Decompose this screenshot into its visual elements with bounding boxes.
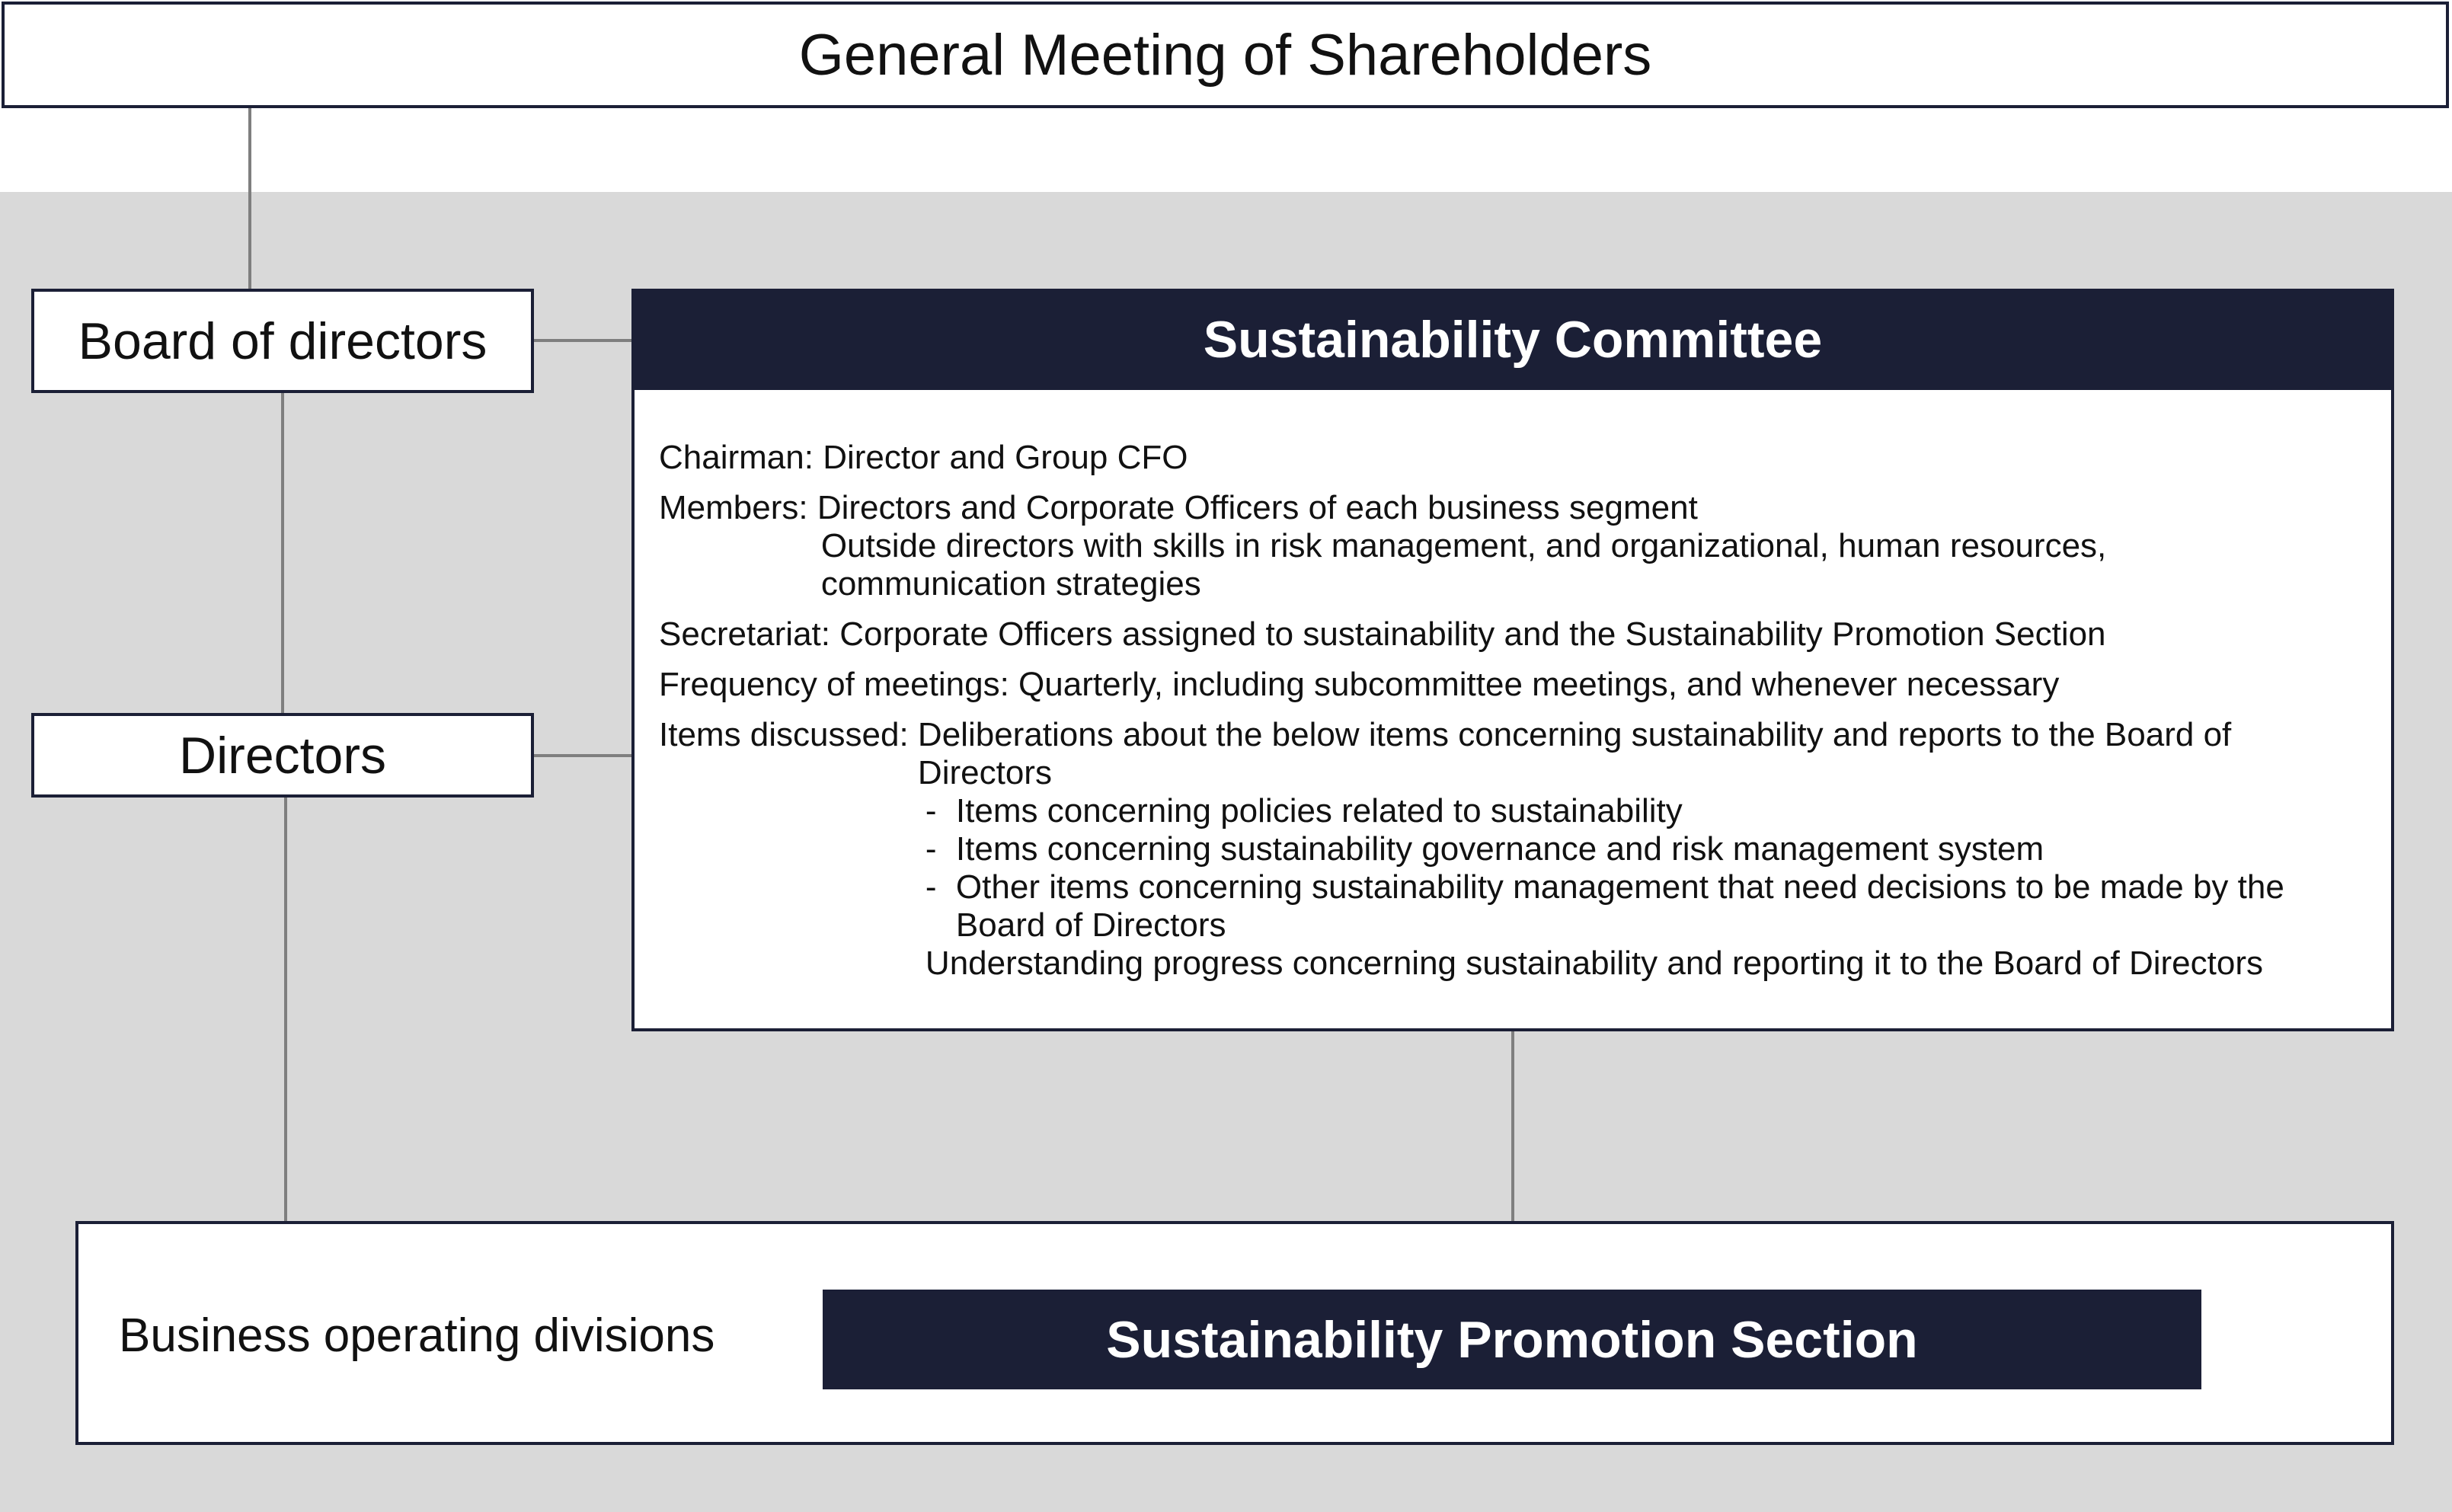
list-item: - Items concerning sustainability governance and risk management system	[925, 830, 2044, 868]
chairman-value: Director and Group CFO	[823, 439, 1188, 476]
items-row	[659, 716, 2368, 983]
items-label: Items discussed:	[659, 716, 909, 753]
connector-board-committee	[534, 339, 631, 342]
understanding-text: Understanding progress concerning sustainability and reporting it to the Board of Directors	[925, 945, 2263, 982]
chairman-label: Chairman:	[659, 439, 814, 476]
members-line: Outside directors with skills in risk management, and organizational, human resources,	[820, 527, 2107, 564]
frequency-row	[659, 666, 2368, 704]
board-of-directors-box	[31, 289, 534, 393]
secretariat-value: Corporate Officers assigned to sustainability and the Sustainability Promotion Section	[839, 615, 2106, 653]
committee-details-box	[631, 390, 2394, 1031]
chairman-row	[659, 439, 2368, 477]
bullet-text-continuation: Board of Directors	[955, 906, 1226, 944]
shareholders-meeting-label: General Meeting of Shareholders	[798, 22, 1652, 88]
connector-directors-business	[284, 798, 287, 1221]
frequency-value: Quarterly, including subcommittee meetings, and whenever necessary	[1018, 666, 2060, 703]
committee-header	[631, 289, 2394, 390]
promotion-section-box	[823, 1290, 2201, 1389]
connector-shareholders-board	[248, 108, 251, 289]
connector-directors-committee	[534, 754, 631, 757]
promotion-section-label: Sustainability Promotion Section	[1106, 1310, 1918, 1369]
directors-label: Directors	[178, 726, 387, 785]
secretariat-row	[659, 615, 2368, 654]
bullet-text: Items concerning policies related to sustainability	[955, 792, 1683, 830]
business-divisions-label: Business operating divisions	[119, 1309, 715, 1362]
list-item: - Items concerning policies related to sustainability	[925, 792, 1683, 830]
board-of-directors-label: Board of directors	[78, 312, 488, 370]
members-line: Directors and Corporate Officers of each business segment	[817, 489, 1698, 526]
items-line: Directors	[917, 754, 1052, 791]
shareholders-meeting-box	[2, 2, 2449, 108]
list-item: - Other items concerning sustainability management that need decisions to be made by the Board of Directors	[925, 868, 2284, 944]
bullet-text: Items concerning sustainability governance and risk management system	[955, 830, 2044, 868]
members-row	[659, 489, 2368, 603]
members-line: communication strategies	[820, 565, 1201, 603]
directors-box	[31, 713, 534, 798]
connector-board-directors	[281, 393, 284, 713]
secretariat-label: Secretariat:	[659, 615, 830, 653]
items-line: Deliberations about the below items concerning sustainability and reports to the Board of	[917, 716, 2232, 753]
frequency-label: Frequency of meetings:	[659, 666, 1009, 703]
members-label: Members:	[659, 489, 808, 526]
bullet-text: Other items concerning sustainability management that need decisions to be made by the	[955, 868, 2284, 906]
committee-title: Sustainability Committee	[1203, 310, 1823, 369]
